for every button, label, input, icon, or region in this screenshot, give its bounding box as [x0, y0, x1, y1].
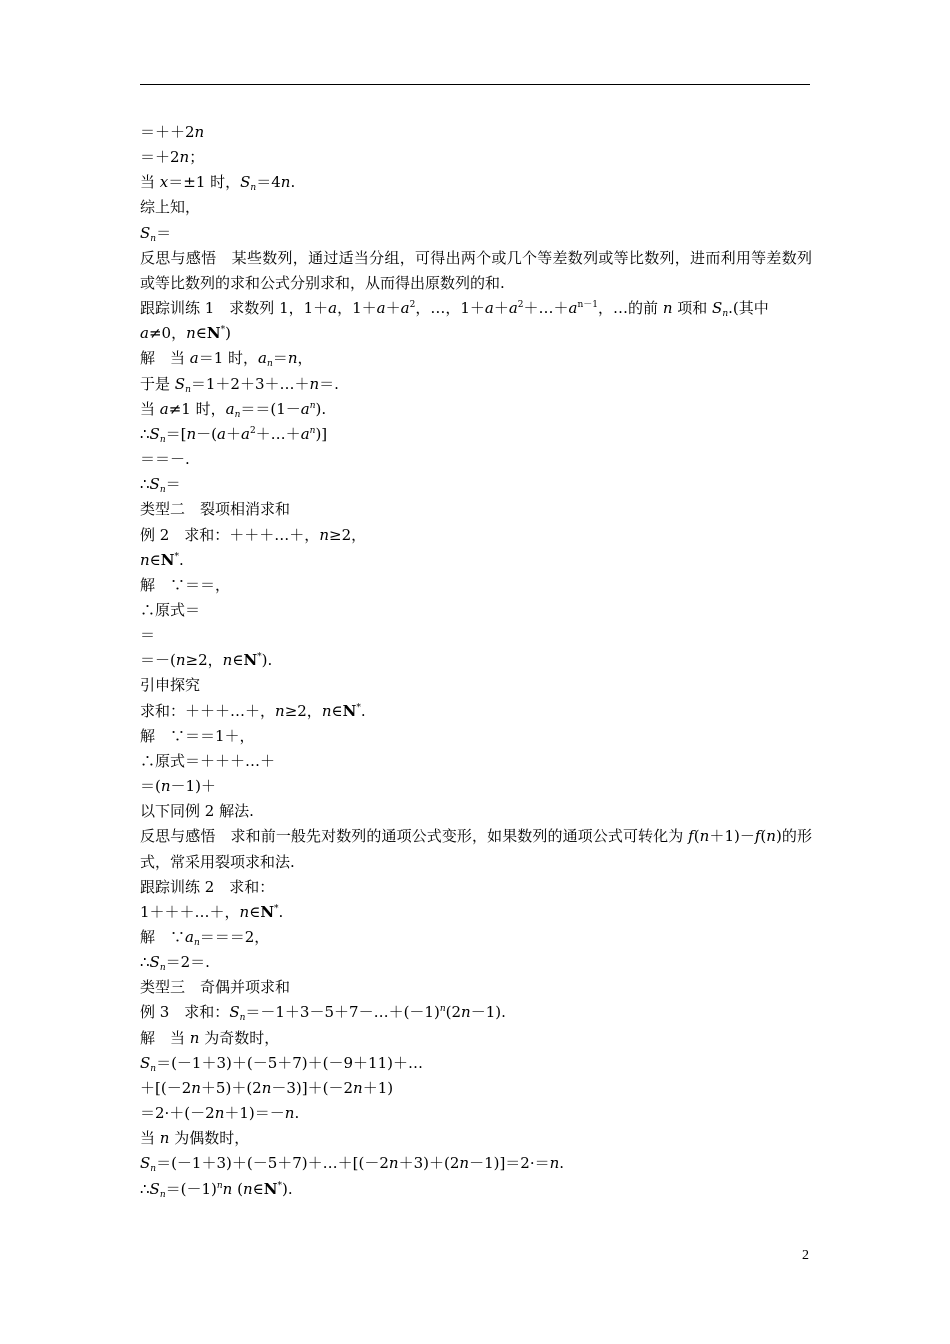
- text-line: ∴原式＝: [140, 600, 201, 619]
- text-line: 解 当 a＝1 时，$a_n=n$，: [140, 349, 313, 370]
- text-line: 解 ∵＝＝1＋，: [140, 726, 255, 745]
- text-line: $S_n=(-1+3)+(-5+7)+\dots+[(-2n+3)+(2n-1)]=2\cdot=n$.: [140, 1154, 565, 1175]
- text-line: 解 ∵＝＝，: [140, 575, 231, 594]
- text-line: $\therefore S_n=[n-(a+a^2+\dots+a^n)]$: [140, 424, 328, 445]
- text-line: 于是 $S_n=1+2+3+\dots+n=$.: [140, 374, 339, 395]
- text-line: ∴原式＝＋＋＋…＋: [140, 751, 276, 770]
- reflection-paragraph: 反思与感悟 求和前一般先对数列的通项公式变形，如果数列的通项公式可转化为 f(n＋1)－f(n)的形式，常采用裂项求和法.: [140, 827, 812, 871]
- section-heading: 类型三 奇偶并项求和: [140, 978, 291, 997]
- header-rule: [140, 84, 810, 85]
- reflection-paragraph: 反思与感悟 某些数列，通过适当分组，可得出两个或几个等差数列或等比数列，进而利用等差数列或等比数列的求和公式分别求和，从而得出原数列的和.: [140, 248, 812, 292]
- text-line: $\therefore S_n=(-1)^nn$ (n∈N*).: [140, 1179, 293, 1200]
- text-line: 以下同例 2 解法.: [140, 802, 254, 821]
- text-line: 跟踪训练 2 求和：: [140, 877, 275, 896]
- text-line: 例 2 求和：＋＋＋…＋，n≥2，: [140, 525, 367, 544]
- section-heading: 引申探究: [140, 676, 201, 695]
- text-line: ＝＝－.: [140, 450, 190, 469]
- document-body: [140, 120, 812, 1202]
- page-number: 2: [802, 1248, 809, 1263]
- text-line: 当 a≠1 时，$a_n==(1-a^n)$.: [140, 399, 327, 420]
- text-line: 综上知，: [140, 198, 201, 217]
- text-line: $\therefore S_n=$: [140, 475, 181, 496]
- text-line: 1＋＋＋…＋，n∈N*.: [140, 902, 284, 921]
- text-line: 解 当 n 为奇数时，: [140, 1028, 280, 1047]
- text-line: ＝: [140, 626, 156, 645]
- text-line: ＝＋＋2n: [140, 123, 205, 141]
- text-line: ＝(n－1)＋: [140, 777, 216, 796]
- text-line: a≠0，n∈N*): [140, 324, 231, 343]
- section-heading: 类型二 裂项相消求和: [140, 500, 291, 519]
- text-line: $S_n=$: [140, 223, 172, 244]
- text-line: ＝2·＋(－2n＋1)＝－n.: [140, 1104, 300, 1123]
- text-line: 当 n 为偶数时，: [140, 1129, 250, 1148]
- text-line: $S_n=(-1+3)+(-5+7)+(-9+11)+\dots$: [140, 1053, 423, 1074]
- text-line: 例 3 求和：$S_n=-1+3-5+7-\dots+(-1)^n(2n-1)$.: [140, 1003, 506, 1024]
- text-line: ＝－(n≥2，n∈N*).: [140, 651, 273, 670]
- text-line: ＋[(－2n＋5)＋(2n－3)]＋(－2n＋1): [140, 1078, 394, 1097]
- text-line: ＝＋2n；: [140, 148, 205, 167]
- text-line: 当 x＝±1 时，$S_n=4n$.: [140, 173, 296, 194]
- text-line: n∈N*.: [140, 550, 184, 569]
- text-line: 求和：＋＋＋…＋，n≥2，n∈N*.: [140, 701, 366, 720]
- text-line: 解 $\because a_n===2$，: [140, 928, 270, 948]
- text-line: 跟踪训练 1 求数列 1，1＋a，$1+a+a^2$，…，$1+a+a^2+\dots+a^{n-1}$，…的前 n 项和 $S_n$.(其中: [140, 299, 769, 320]
- text-line: $\therefore S_n=2=$.: [140, 953, 210, 974]
